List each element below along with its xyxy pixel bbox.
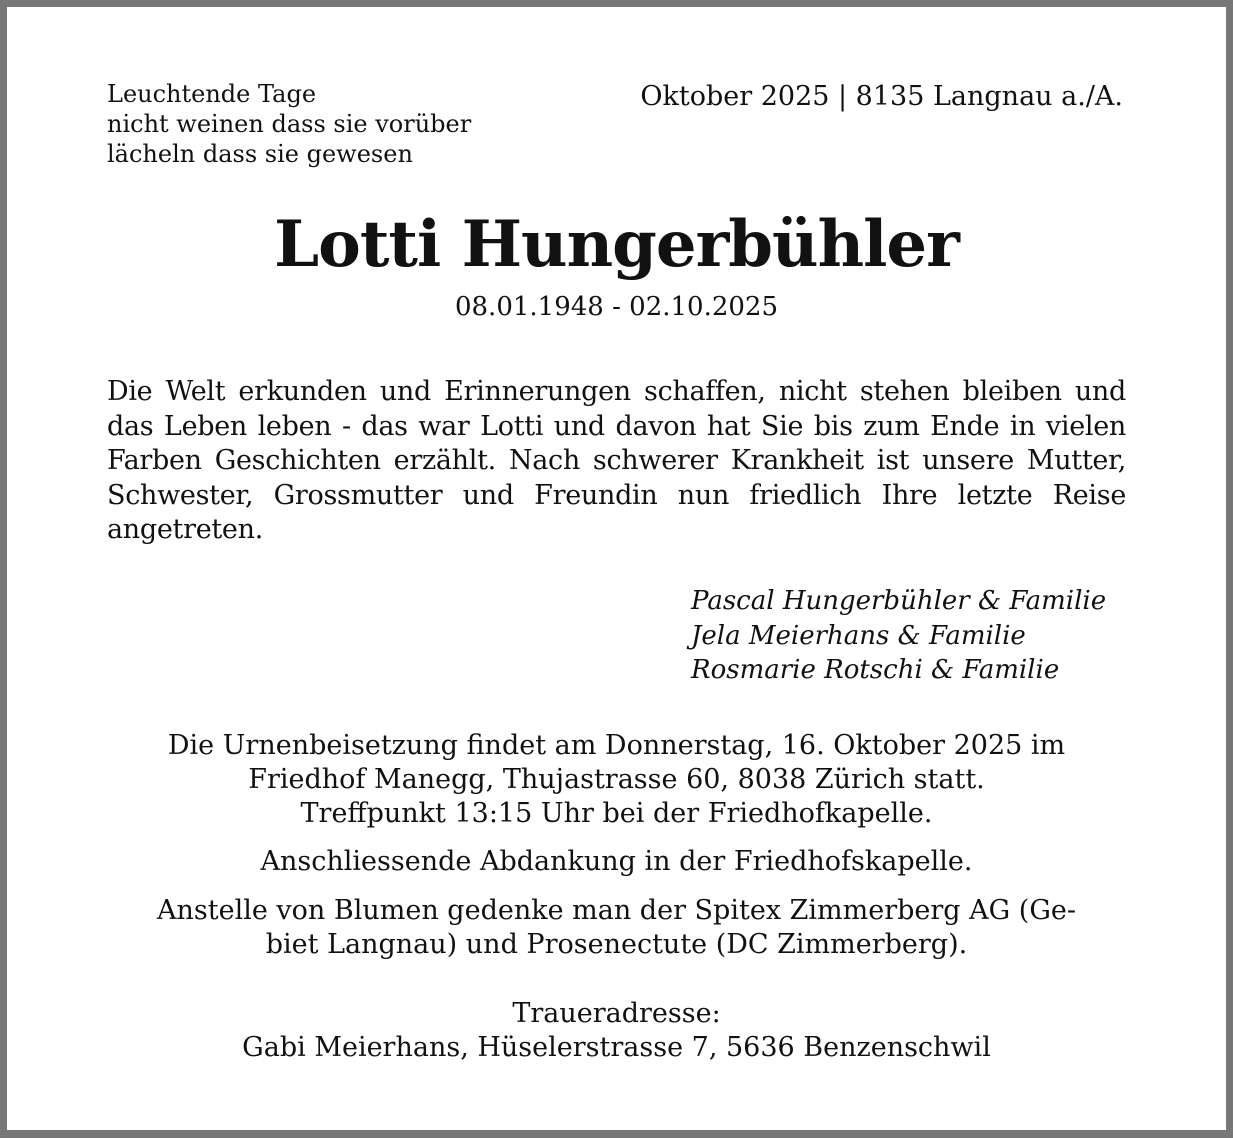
mourning-address	[47, 997, 1186, 1065]
donation-line: Anstelle von Blumen gedenke man der Spitex Zimmerberg AG (Ge-	[157, 895, 1076, 926]
family-entry: Jela Meierhans & Familie	[691, 620, 1026, 651]
family-list	[691, 584, 1106, 688]
abdankung-info: Anschliessende Abdankung in der Friedhofskapelle.	[260, 846, 973, 877]
ceremony-line: Friedhof Manegg, Thujastrasse 60, 8038 Zürich statt.	[248, 764, 985, 795]
motto-line: lächeln dass sie gewesen	[107, 140, 413, 168]
ceremony-info	[47, 729, 1186, 831]
motto-line: nicht weinen dass sie vorüber	[107, 110, 472, 138]
family-entry: Rosmarie Rotschi & Familie	[691, 655, 1060, 685]
body-text: Die Welt erkunden und Erinnerungen schaffen, nicht stehen bleiben und das Leben leben - das war Lotti und davon hat Sie bis zum Ende in vielen Farben Geschichten erzählt. Nach schwerer Krankheit ist unsere Mutter, Schwester, Grossmutter und Freundin nun friedlich Ihre letzte Reise angetreten.	[107, 376, 1126, 545]
address-label: Traueradresse:	[512, 998, 721, 1029]
address-value: Gabi Meierhans, Hüselerstrasse 7, 5636 Benzenschwil	[242, 1032, 991, 1063]
family-entry: Pascal Hungerbühler & Familie	[691, 586, 1107, 616]
donation-line: biet Langnau) und Prosenectute (DC Zimmerberg).	[265, 929, 968, 960]
date-place: Oktober 2025 | 8135 Langnau a./A.	[640, 81, 1123, 112]
donation-info	[47, 894, 1186, 962]
motto	[107, 79, 471, 169]
ceremony-line: Treffpunkt 13:15 Uhr bei der Friedhofkapelle.	[300, 798, 933, 829]
ceremony-line: Die Urnenbeisetzung findet am Donnerstag, 16. Oktober 2025 im	[167, 730, 1066, 761]
life-dates: 08.01.1948 - 02.10.2025	[454, 292, 779, 322]
motto-line: Leuchtende Tage	[107, 80, 317, 108]
deceased-name: Lotti Hungerbühler	[274, 207, 959, 282]
obituary-page	[7, 7, 1226, 1130]
